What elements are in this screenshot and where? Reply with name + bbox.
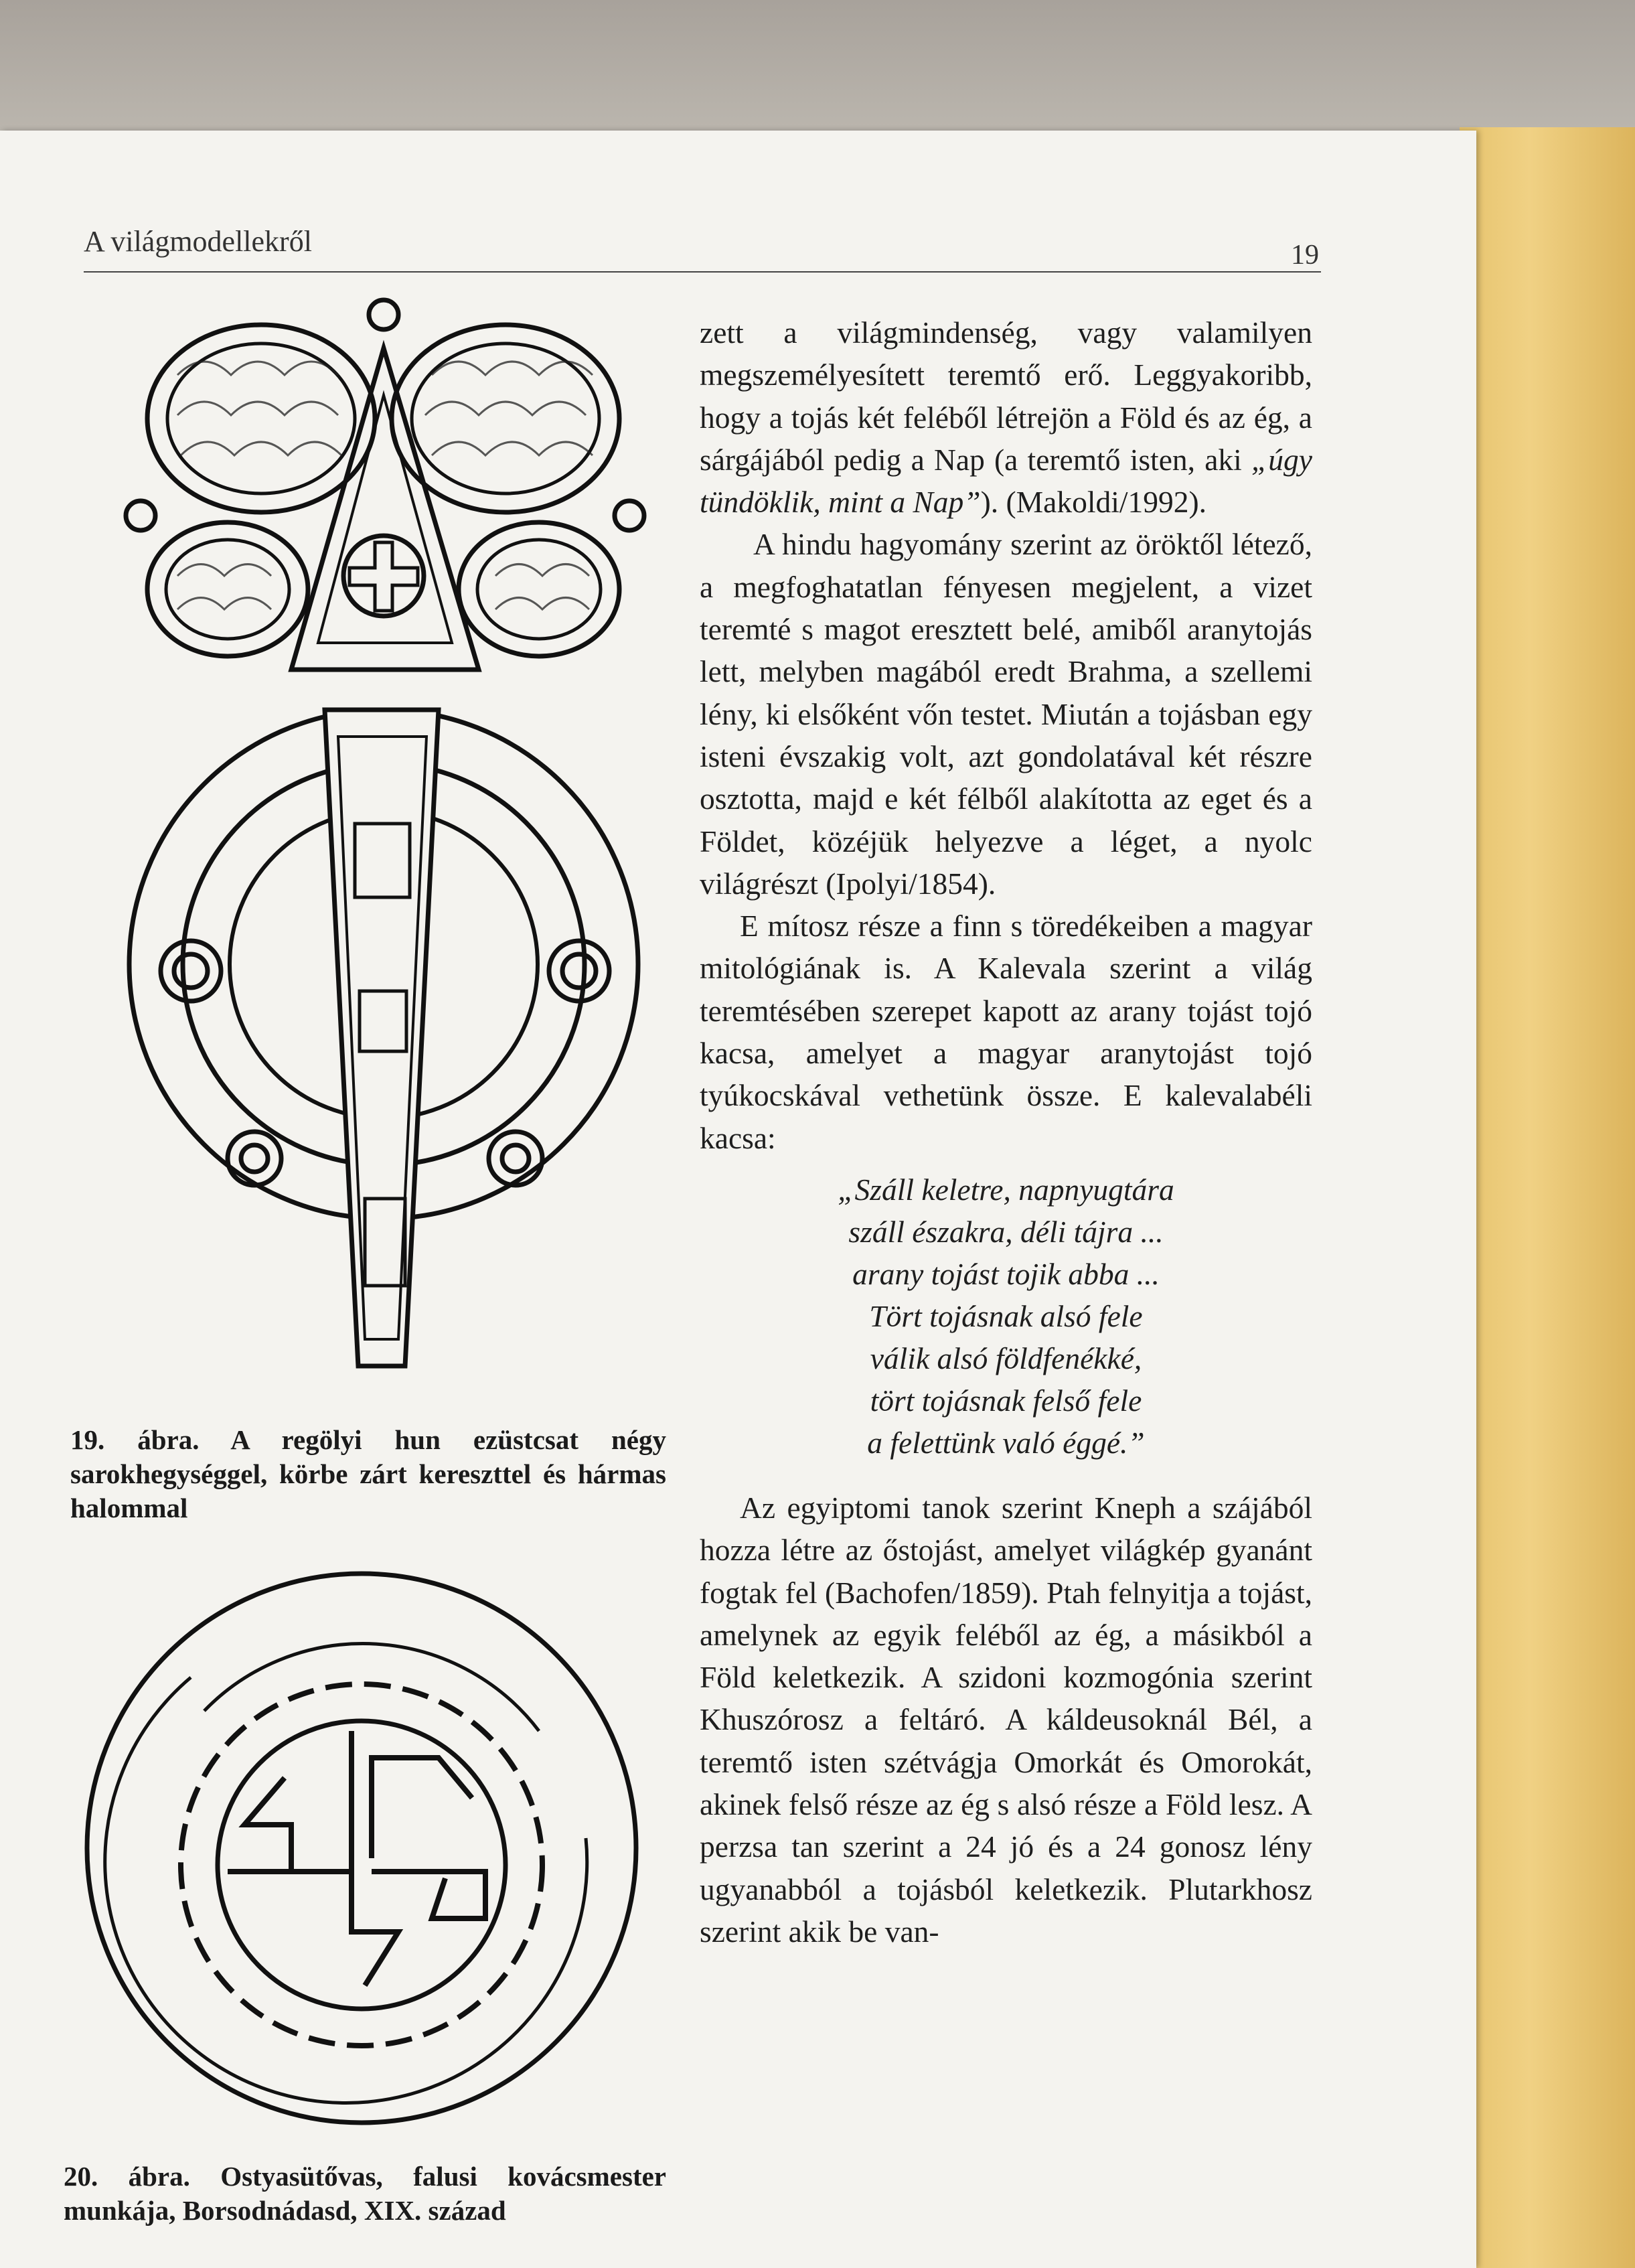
poem-line: válik alsó földfenékké, xyxy=(870,1341,1142,1375)
paragraph-2: A hindu hagyomány szerint az öröktől létező, a megfoghatatlan fényesen megjelent, a vizet teremté s magot eresztett belé, amiből aranytojás lett, melyben magából eredt Brahma, a szellemi lény, ki elsőként vőn testet. Miután a tojásban egy isteni évszakig volt, azt gondolatával két részre osztotta, majd e két félből alakította az eget és a Földet, közéjük helyezve a léget, a nyolc világrészt (Ipolyi/1854). xyxy=(700,527,1312,901)
body-text xyxy=(700,311,1312,1953)
poem-line: arany tojást tojik abba ... xyxy=(852,1256,1160,1291)
kalevala-quote xyxy=(700,1168,1312,1464)
paragraph-4: Az egyiptomi tanok szerint Kneph a szájából hozza létre az őstojást, amelyet világkép gyanánt fogtak fel (Bachofen/1859). Ptah felnyitja a tojást, amelynek az egyik feléből az ég, a másikból a Föld keletkezik. A szidoni kozmogónia szerint Khuszórosz a feltáró. A káldeusoknál Bél, a teremtő isten szétvágja Omorkát és Omorokát, akinek felső része az ég s alsó része a Föld lesz. A perzsa tan szerint a 24 jó és a 24 gonosz lény ugyanabból a tojásból keletkezik. Plutarkhosz szerint akik be van- xyxy=(700,1490,1312,1949)
figure-19-caption: 19. ábra. A regölyi hun ezüstcsat négy sarokhegységgel, körbe zárt kereszttel és hármas halommal xyxy=(70,1424,666,1523)
figure-19-buckle-illustration xyxy=(117,295,653,1400)
poem-line: száll északra, déli tájra ... xyxy=(848,1214,1164,1249)
paragraph-3: E mítosz része a finn s töredékeiben a magyar mitológiának is. A Kalevala szerint a világ teremtésében szerepet kapott az arany tojást tojó kacsa, amelyet a magyar aranytojást tojó tyúkocskával vethetünk össze. E kalevalabéli kacsa: xyxy=(700,909,1312,1155)
book-edge xyxy=(1460,127,1635,2268)
figure-20-wafer-iron-illustration xyxy=(70,1557,653,2139)
poem-line: tört tojásnak felső fele xyxy=(870,1383,1142,1418)
poem-line: a felettünk való éggé.” xyxy=(867,1425,1145,1460)
figure-20-caption: 20. ábra. Ostyasütővas, falusi kovácsmester munkája, Borsodnádasd, XIX. század xyxy=(64,2161,666,2226)
poem-line: „Száll keletre, napnyugtára xyxy=(838,1172,1174,1207)
book-page xyxy=(0,131,1476,2268)
paragraph-1-text: zett a világmindenség, vagy valamilyen megszemélyesített teremtő erő. Leggyakoribb, hogy a tojás két feléből létrejön a Föld és az ég, a sárgájából pedig a Nap (a teremtő isten, aki xyxy=(700,315,1312,477)
header-rule xyxy=(84,271,1321,273)
running-header: A világmodellekről xyxy=(84,225,312,258)
poem-line: Tört tojásnak alsó fele xyxy=(869,1298,1143,1333)
paragraph-1 xyxy=(700,311,1312,523)
background xyxy=(0,0,1635,134)
paragraph-1-citation: ). (Makoldi/1992). xyxy=(980,485,1207,520)
paragraph-1-quote: „úgy tündöklik, mint a Nap” xyxy=(700,442,1312,520)
page-number: 19 xyxy=(1291,240,1319,271)
